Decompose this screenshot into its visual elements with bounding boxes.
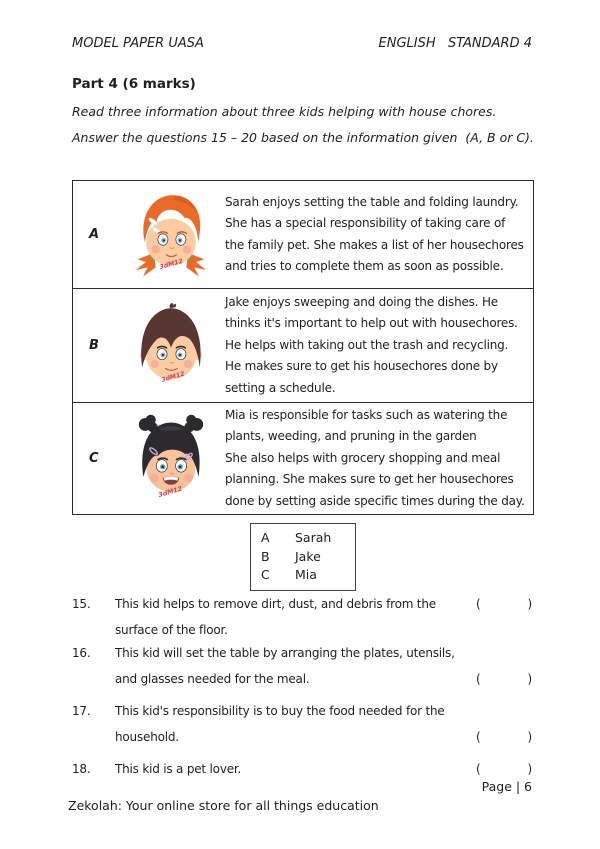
watermark-text: 3dM12 — [160, 370, 186, 384]
key-row-b — [261, 548, 355, 567]
row-letter-a: A — [89, 227, 100, 242]
answer-key-box — [250, 523, 356, 591]
avatar-cell-a — [119, 188, 223, 282]
key-name-b: Jake — [295, 548, 321, 564]
close-paren: ) — [527, 762, 532, 776]
question-17-text: This kid's responsibility is to buy the food needed for the household. — [115, 704, 445, 744]
close-paren: ) — [527, 672, 532, 686]
avatar-cell-b — [119, 298, 223, 394]
instruction-line-2: Answer the questions 15 – 20 based on the information given (A, B or C). — [72, 130, 534, 145]
question-18-text: This kid is a pet lover. — [115, 762, 242, 776]
avatar-cell-c — [119, 410, 223, 507]
question-18-number: 18. — [72, 762, 91, 776]
footer-brand: Zekolah: Your online store for all things education — [68, 798, 379, 813]
question-16-answer-blank[interactable] — [476, 666, 532, 692]
question-18 — [72, 756, 532, 782]
row-text-c-line-2: She also helps with grocery shopping and meal planning. She makes sure to get her housechores done by setting aside specific times during the day. — [225, 450, 525, 508]
close-paren: ) — [527, 730, 532, 744]
header-left-title: MODEL PAPER UASA — [72, 36, 204, 51]
watermark-text: 3dM12 — [157, 484, 184, 500]
instruction-line-1: Read three information about three kids helping with house chores. — [72, 104, 497, 119]
open-paren: ( — [476, 730, 481, 744]
question-17-answer-blank[interactable] — [476, 724, 532, 750]
kids-info-table — [72, 180, 534, 515]
key-letter-c: C — [261, 567, 270, 582]
question-15-answer-blank[interactable] — [476, 591, 532, 617]
brown-haired-boy-avatar — [126, 298, 216, 394]
question-16 — [72, 640, 532, 692]
black-haired-girl-buns-avatar — [125, 410, 217, 507]
row-text-b: Jake enjoys sweeping and doing the dishes. He thinks it's important to help out with housechores. He helps with taking out the trash and recycling. He makes sure to get his housechores done by setting a schedule. — [225, 294, 518, 395]
row-text-a: Sarah enjoys setting the table and folding laundry. She has a special responsibility of taking care of the family pet. She makes a list of her housechores and tries to complete them as soon as possible. — [225, 194, 524, 273]
row-letter-c: C — [89, 451, 99, 466]
key-letter-b: B — [261, 548, 270, 564]
key-name-a: Sarah — [295, 530, 332, 545]
question-15-text: This kid helps to remove dirt, dust, and debris from the surface of the floor. — [115, 597, 436, 637]
question-17-number: 17. — [72, 704, 91, 718]
table-row-b — [73, 289, 533, 403]
key-letter-a: A — [261, 530, 270, 545]
row-text-c — [223, 399, 533, 519]
key-name-c: Mia — [295, 567, 317, 582]
open-paren: ( — [476, 762, 481, 776]
row-text-c-line-1: Mia is responsible for tasks such as watering the plants, weeding, and pruning in the garden — [225, 407, 508, 444]
part-title: Part 4 (6 marks) — [72, 76, 196, 92]
header-right-title: ENGLISH STANDARD 4 — [378, 36, 532, 51]
page-number: Page | 6 — [481, 779, 532, 794]
row-letter-b: B — [89, 338, 99, 353]
key-row-c — [261, 566, 355, 585]
watermark-text: 3dM12 — [158, 257, 184, 271]
key-row-a — [261, 529, 355, 548]
open-paren: ( — [476, 672, 481, 686]
close-paren: ) — [527, 597, 532, 611]
question-15-number: 15. — [72, 597, 91, 611]
table-row-c — [73, 403, 533, 514]
page-header — [72, 36, 532, 51]
table-row-a — [73, 181, 533, 289]
orange-haired-girl-avatar — [126, 188, 216, 282]
open-paren: ( — [476, 597, 481, 611]
question-16-text: This kid will set the table by arranging the plates, utensils, and glasses needed for the meal. — [115, 646, 455, 686]
question-16-number: 16. — [72, 646, 91, 660]
question-15 — [72, 591, 532, 643]
question-17 — [72, 698, 532, 750]
